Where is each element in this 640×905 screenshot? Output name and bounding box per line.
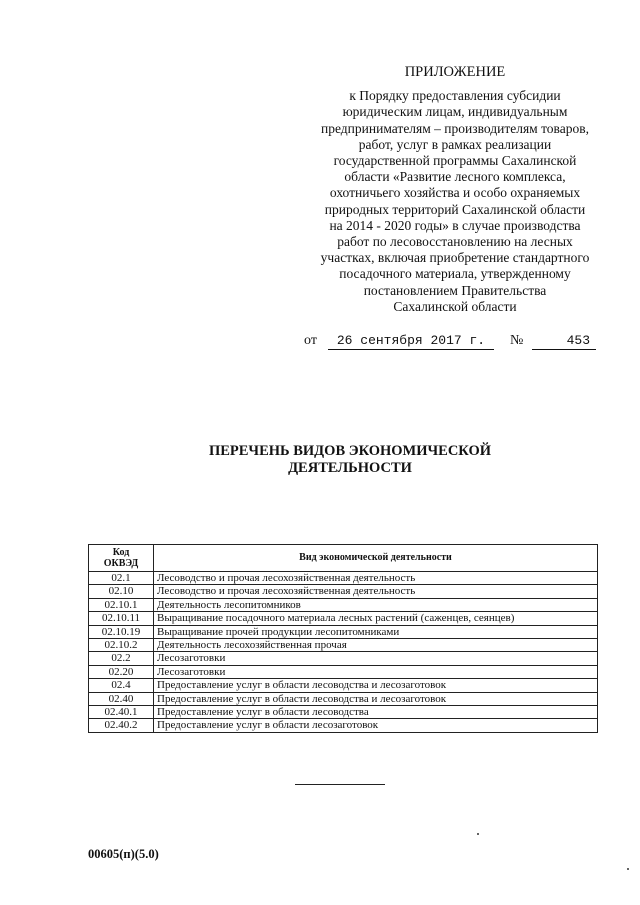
activity-name: Предоставление услуг в области лесоводства: [154, 706, 598, 719]
header-code: [89, 545, 154, 572]
activity-name: Деятельность лесопитомников: [154, 598, 598, 611]
appendix-line: Сахалинской области: [393, 298, 517, 314]
table-row: [89, 639, 598, 652]
activity-name: Предоставление услуг в области лесозаготовок: [154, 719, 598, 732]
okved-code: 02.10.11: [89, 612, 154, 625]
activity-name: Лесозаготовки: [154, 665, 598, 678]
appendix-line: области «Развитие лесного комплекса,: [344, 169, 566, 185]
table-row: [89, 652, 598, 665]
activity-name: Лесозаготовки: [154, 652, 598, 665]
okved-code: 02.20: [89, 665, 154, 678]
title-line: ДЕЯТЕЛЬНОСТИ: [288, 460, 412, 476]
appendix-line: государственной программы Сахалинской: [333, 153, 577, 169]
appendix-line: предпринимателям – производителям товаров,: [321, 120, 589, 136]
decree-reference: [304, 333, 604, 353]
number-label: №: [510, 333, 524, 348]
activity-name: Предоставление услуг в области лесоводства и лесозаготовок: [154, 679, 598, 692]
appendix-line: охотничьего хозяйства и особо охраняемых: [329, 185, 581, 201]
okved-code: 02.10: [89, 585, 154, 598]
from-label: от: [304, 333, 317, 348]
okved-code: 02.10.19: [89, 625, 154, 638]
activity-codes-table: [88, 544, 598, 733]
header-code-line: Код: [112, 547, 130, 558]
okved-code: 02.40.2: [89, 719, 154, 732]
okved-code: 02.10.1: [89, 598, 154, 611]
table-row: [89, 679, 598, 692]
activity-name: Лесоводство и прочая лесохозяйственная деятельность: [154, 585, 598, 598]
table-row: [89, 625, 598, 638]
appendix-block: [296, 64, 614, 315]
decree-number: 453: [532, 333, 596, 350]
header-activity: Вид экономической деятельности: [154, 545, 598, 572]
okved-code: 02.1: [89, 572, 154, 585]
table-row: [89, 612, 598, 625]
okved-code: 02.4: [89, 679, 154, 692]
appendix-line: работ, услуг в рамках реализации: [358, 136, 552, 152]
appendix-line: посадочного материала, утвержденному: [339, 266, 571, 282]
okved-code: 02.2: [89, 652, 154, 665]
table-row: [89, 585, 598, 598]
appendix-line: участках, включая приобретение стандартного: [320, 250, 590, 266]
activity-name: Лесоводство и прочая лесохозяйственная деятельность: [154, 572, 598, 585]
table-row: [89, 598, 598, 611]
activity-name: Выращивание прочей продукции лесопитомниками: [154, 625, 598, 638]
table-row: [89, 572, 598, 585]
table-row: [89, 665, 598, 678]
okved-code: 02.10.2: [89, 639, 154, 652]
activity-name: Выращивание посадочного материала лесных растений (саженцев, сеянцев): [154, 612, 598, 625]
title-line: ПЕРЕЧЕНЬ ВИДОВ ЭКОНОМИЧЕСКОЙ: [208, 443, 492, 459]
appendix-line: постановлением Правительства: [363, 282, 547, 298]
scan-speck: [477, 833, 479, 835]
appendix-line: природных территорий Сахалинской области: [324, 201, 586, 217]
activity-name: Деятельность лесохозяйственная прочая: [154, 639, 598, 652]
document-form-code: 00605(п)(5.0): [88, 847, 159, 861]
okved-code: 02.40: [89, 692, 154, 705]
appendix-heading: ПРИЛОЖЕНИЕ: [404, 64, 506, 80]
activity-name: Предоставление услуг в области лесоводства и лесозаготовок: [154, 692, 598, 705]
header-code-line: ОКВЭД: [103, 558, 139, 569]
table-header-row: [89, 545, 598, 572]
page-title: [160, 443, 540, 477]
appendix-line: работ по лесовосстановлению на лесных: [337, 234, 573, 250]
appendix-line: к Порядку предоставления субсидии: [349, 88, 561, 104]
table-row: [89, 719, 598, 732]
appendix-line: на 2014 - 2020 годы» в случае производства: [329, 217, 581, 233]
table-row: [89, 706, 598, 719]
appendix-line: юридическим лицам, индивидуальным: [342, 104, 568, 120]
okved-code: 02.40.1: [89, 706, 154, 719]
scan-speck: [627, 868, 629, 870]
closing-divider: [295, 784, 385, 785]
decree-date: 26 сентября 2017 г.: [328, 333, 494, 350]
table-row: [89, 692, 598, 705]
